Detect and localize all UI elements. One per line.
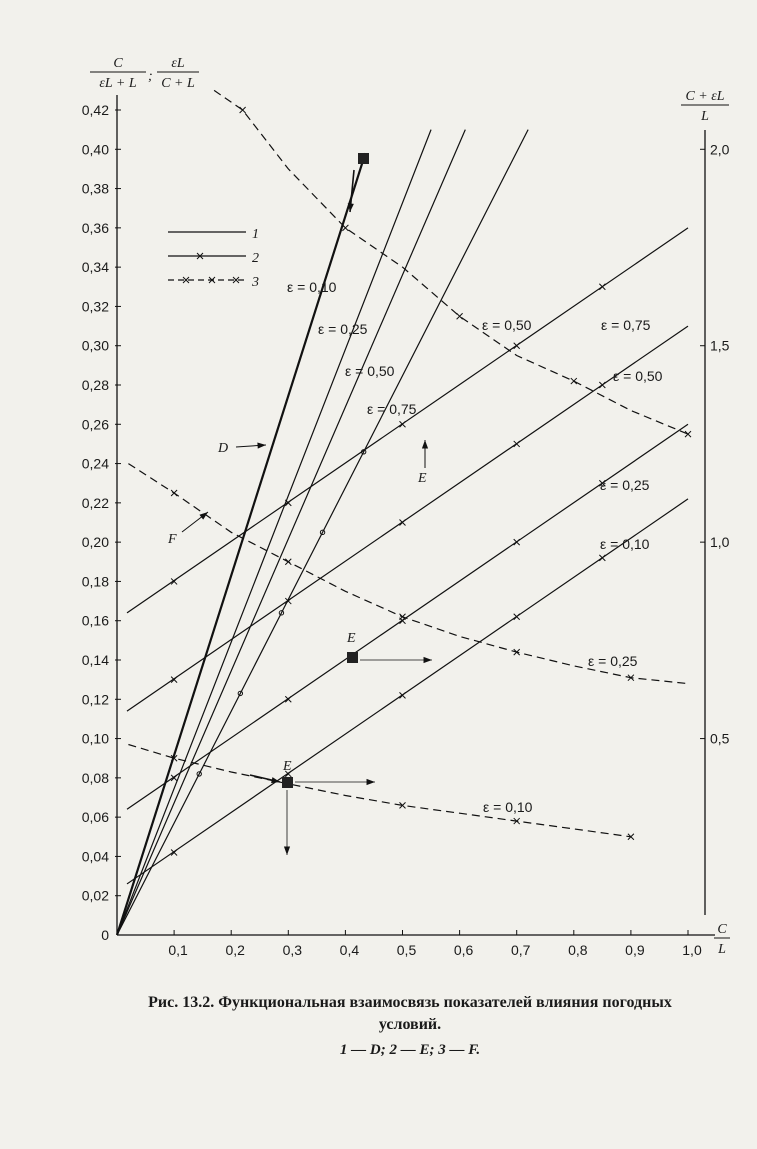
e-series-label: ε = 0,75 (601, 317, 651, 333)
x-tick-label: 0,7 (510, 942, 531, 958)
annotation-e2: E (347, 631, 356, 646)
y-tick-label: 0,32 (81, 298, 109, 315)
x-tick-label: 0,2 (225, 942, 245, 958)
y-left-label-b-den: C + L (161, 76, 195, 91)
caption-line2: условий. (378, 1016, 442, 1033)
y-right-label-num: C + εL (685, 89, 725, 104)
y-tick-label: 0,22 (81, 494, 109, 511)
x-tick-label: 0,5 (396, 942, 417, 958)
y-right-tick-label: 1,0 (710, 534, 730, 551)
x-tick-label: 0,1 (168, 942, 188, 958)
annotation-e1-arrow-head (422, 440, 428, 448)
annotation-e2-square (347, 652, 358, 663)
e-marker (400, 421, 406, 427)
legend-label-3: 3 (252, 275, 259, 290)
f-series-label: ε = 0,25 (588, 653, 638, 669)
annotation-e3-arrow-down-head (284, 847, 290, 855)
y-tick-label: 0,28 (81, 377, 109, 393)
y-right-tick-label: 1,5 (710, 337, 730, 354)
y-tick-label: 0,18 (81, 573, 109, 590)
d-series-label: ε = 0,25 (318, 321, 368, 337)
x-tick-label: 0,3 (282, 942, 303, 958)
f-marker (457, 313, 463, 319)
caption-line1: Рис. 13.2. Функциональная взаимосвязь показателей влияния погодных (148, 994, 672, 1011)
legend-label-1: 1 (252, 227, 259, 242)
e-marker (285, 696, 291, 702)
y-tick-label: 0,34 (81, 259, 109, 276)
y-tick-label: 0,02 (81, 887, 109, 904)
y-left-label-sep: ; (148, 69, 153, 84)
annotation-e3-arrow-head (367, 779, 375, 785)
y-tick-label: 0,14 (81, 652, 109, 668)
e-marker (514, 614, 520, 620)
legend (168, 227, 259, 290)
y-tick-label: 0 (101, 927, 109, 943)
annotation-e3: E (283, 759, 292, 774)
annotation-d: D (218, 441, 229, 456)
ticks (82, 102, 730, 958)
e-marker (599, 382, 605, 388)
x-axis-label-num: C (717, 922, 727, 937)
legend-label-2: 2 (252, 251, 259, 266)
f-marker (171, 490, 177, 496)
d-series-label: ε = 0,50 (345, 363, 395, 379)
x-tick-label: 0,9 (625, 942, 645, 958)
f-marker (571, 378, 577, 384)
e-series-label: ε = 0,50 (613, 368, 663, 384)
y-tick-label: 0,06 (81, 809, 109, 826)
e-marker (400, 692, 406, 698)
x-axis-label-den: L (718, 942, 726, 957)
y-left-label-b (157, 56, 199, 91)
y-tick-label: 0,16 (81, 612, 109, 629)
y-tick-label: 0,36 (81, 219, 109, 236)
e-marker (400, 520, 406, 526)
y-left-label-b-num: εL (171, 56, 185, 71)
f-line (128, 745, 631, 837)
e-marker (514, 539, 520, 545)
caption-line3: 1 — D; 2 — E; 3 — F. (339, 1042, 481, 1058)
e-series-label: ε = 0,10 (600, 536, 650, 552)
f-marker (285, 559, 291, 565)
y-right-tick-label: 2,0 (710, 141, 730, 158)
annotation-e2-arrow-head (424, 657, 432, 663)
annotation-e1: E (418, 471, 427, 486)
e-marker (285, 500, 291, 506)
y-tick-label: 0,10 (81, 730, 109, 747)
annotation-f: F (168, 532, 177, 547)
y-tick-label: 0,12 (81, 691, 109, 708)
y-left-label-a-num: C (113, 56, 123, 71)
labels (90, 56, 730, 957)
y-tick-label: 0,26 (81, 416, 109, 433)
e-marker (514, 343, 520, 349)
d-series-label: ε = 0,10 (287, 279, 337, 295)
f-series-label: ε = 0,10 (483, 799, 533, 815)
x-tick-label: 0,8 (568, 942, 588, 958)
f-marker (240, 107, 246, 113)
y-tick-label: 0,38 (81, 180, 109, 197)
y-tick-label: 0,24 (81, 455, 109, 472)
y-right-tick-label: 0,5 (710, 730, 730, 747)
f-marker (685, 431, 691, 437)
e-marker (599, 555, 605, 561)
x-tick-label: 0,6 (453, 942, 474, 958)
e-marker (599, 284, 605, 290)
x-tick-label: 1,0 (682, 942, 702, 958)
e-marker (514, 441, 520, 447)
f-series-label: ε = 0,50 (482, 317, 532, 333)
y-left-label-a (90, 56, 146, 91)
f-marker (342, 225, 348, 231)
annotation-e3-square (282, 777, 293, 788)
y-tick-label: 0,30 (81, 337, 109, 354)
f-marker (400, 614, 406, 620)
y-left-label-a-den: εL + L (99, 76, 137, 91)
y-tick-label: 0,08 (81, 769, 109, 786)
y-right-label (681, 89, 729, 124)
series-lines (117, 90, 688, 935)
y-tick-label: 0,40 (81, 141, 109, 158)
y-tick-label: 0,42 (81, 102, 109, 118)
x-axis-label (714, 922, 730, 957)
y-tick-label: 0,20 (81, 534, 109, 551)
e-series-label: ε = 0,25 (600, 477, 650, 493)
y-right-label-den: L (701, 109, 709, 124)
d-series-label: ε = 0,75 (367, 401, 417, 417)
y-tick-label: 0,04 (81, 848, 109, 865)
d-line (117, 130, 431, 935)
f-line (128, 464, 688, 684)
x-tick-label: 0,4 (339, 942, 360, 958)
annotation-d-arrow-head (257, 442, 266, 448)
d-line (117, 153, 365, 935)
annotation-d-square (358, 153, 369, 164)
